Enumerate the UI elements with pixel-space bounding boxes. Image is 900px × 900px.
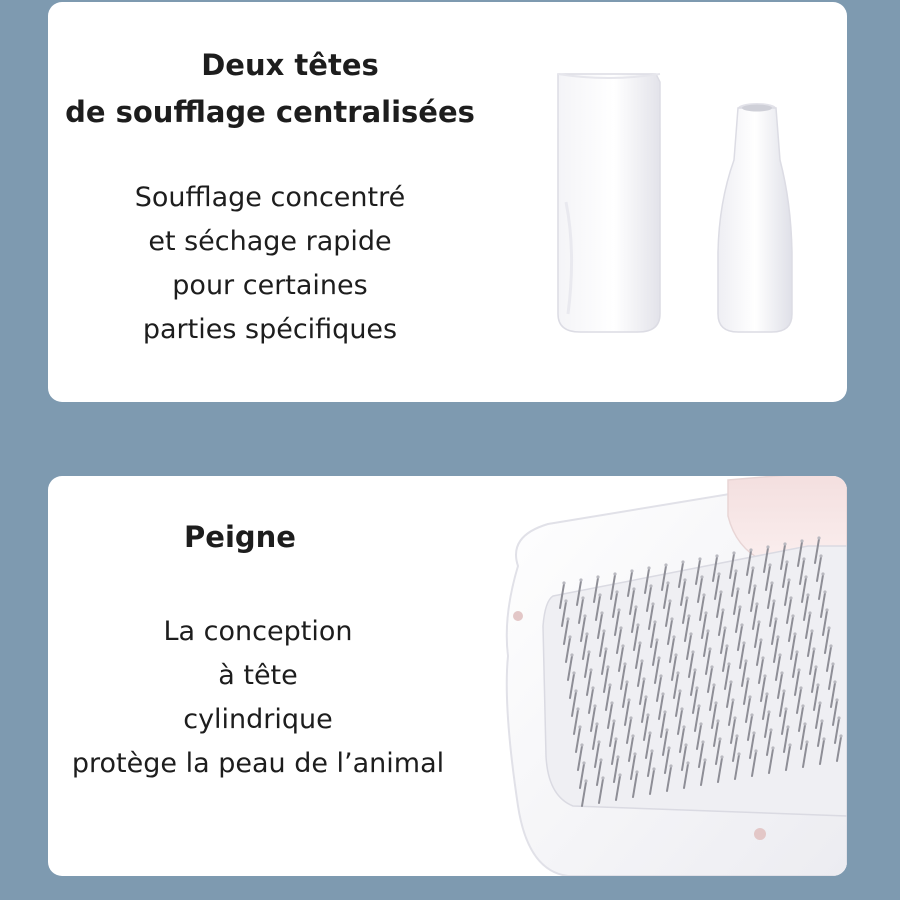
bristle-tip [804,575,807,578]
bristle-tip [799,686,802,689]
bristle-tip [695,686,698,689]
bristle-tip [689,632,692,635]
bristle-tip [742,641,745,644]
bristle-tip [593,704,596,707]
bristle-tip [704,611,707,614]
bristle-tip [618,773,621,776]
bristle-tip [697,704,700,707]
round-nozzle-icon [718,103,792,332]
bristle-tip [703,758,706,761]
bristle-tip [564,599,567,602]
bristle-tip [584,779,587,782]
bristle-tip [632,587,635,590]
bristle-tip [827,626,830,629]
bristle-tip [599,758,602,761]
bristle-tip [685,596,688,599]
bristle-tip [698,557,701,560]
bristle-tip [583,614,586,617]
bristle-tip [604,647,607,650]
bristle-tip [729,680,732,683]
bristle-tip [701,740,704,743]
bristle-tip [763,674,766,677]
bristle-tip [768,563,771,566]
bristle-tip [793,632,796,635]
nozzles-desc-line-4: parties spécifiques [142,314,398,345]
bristle-tip [627,698,630,701]
bristle-tip [661,692,664,695]
bristle-tip [633,752,636,755]
bristle-tip [665,728,668,731]
bristle-tip [598,593,601,596]
bristle-tip [767,710,770,713]
nozzles-description [48,176,492,352]
bristle-tip [562,581,565,584]
bristle-tip [629,716,632,719]
bristle-tip [693,668,696,671]
comb-description [48,610,468,786]
bristle-tip [634,605,637,608]
bristle-tip [725,644,728,647]
bristle-tip [819,554,822,557]
bristle-tip [766,545,769,548]
bristle-tip [608,683,611,686]
bristle-tip [591,686,594,689]
nozzles-desc-line-1: Soufflage concentré [134,182,406,213]
bristle-tip [776,635,779,638]
bristle-tip [822,737,825,740]
bristle-tip [630,569,633,572]
bristle-tip [617,608,620,611]
bristle-tip [576,707,579,710]
bristle-tip [706,629,709,632]
bristle-tip [752,731,755,734]
bristle-tip [653,620,656,623]
bristle-tip [684,743,687,746]
bristle-tip [816,683,819,686]
bristle-tip [580,743,583,746]
bristle-tip [606,665,609,668]
comb-desc-line-3: cylindrique [183,704,333,735]
nozzles-image [488,52,828,352]
bristle-tip [659,674,662,677]
bristle-tip [802,557,805,560]
bristle-tip [803,722,806,725]
bristle-tip [801,704,804,707]
comb-head-image [448,476,847,876]
bristle-tip [821,572,824,575]
nozzles-desc-line-3: pour certaines [172,270,368,301]
bristle-tip [788,743,791,746]
bristle-tip [736,587,739,590]
bristle-tip [587,650,590,653]
bristle-tip [621,644,624,647]
bristle-tip [753,584,756,587]
bristle-tip [714,701,717,704]
bristle-tip [596,575,599,578]
bristle-tip [782,689,785,692]
bristle-tip [748,695,751,698]
bristle-tip [683,578,686,581]
bristle-tip [715,554,718,557]
nozzles-title-line-2: de soufflage centralisées [65,95,475,129]
bristle-tip [771,746,774,749]
bristle-tip [820,719,823,722]
bristle-tip [810,629,813,632]
bristle-tip [650,749,653,752]
bristle-tip [669,764,672,767]
bristle-tip [751,566,754,569]
bristle-tip [642,677,645,680]
bristle-tip [682,725,685,728]
bristle-tip [667,746,670,749]
bristle-tip [812,647,815,650]
bristle-tip [727,662,730,665]
bristle-tip [570,653,573,656]
bristle-tip [674,653,677,656]
bristle-tip [568,635,571,638]
bristle-tip [670,617,673,620]
bristle-tip [731,698,734,701]
bristle-tip [578,725,581,728]
bristle-tip [716,719,719,722]
bristle-tip [640,659,643,662]
bristle-tip [818,701,821,704]
bristle-tip [566,617,569,620]
bristle-tip [772,599,775,602]
bristle-tip [770,581,773,584]
bristle-tip [808,611,811,614]
bristle-tip [631,734,634,737]
bristle-tip [744,659,747,662]
bristle-tip [719,590,722,593]
bristle-tip [738,605,741,608]
comb-desc-line-4: protège la peau de l’animal [71,748,445,779]
bristle-tip [778,653,781,656]
bristle-tip [613,572,616,575]
bristle-tip [817,536,820,539]
bristle-tip [814,665,817,668]
bristle-tip [600,611,603,614]
bristle-tip [686,761,689,764]
nozzles-title-line-1: Deux têtes [201,48,379,82]
bristle-tip [759,638,762,641]
bristle-tip [732,551,735,554]
bristle-tip [700,575,703,578]
bristle-tip [785,560,788,563]
bristle-tip [723,626,726,629]
bristle-tip [805,740,808,743]
bristle-tip [699,722,702,725]
bristle-tip [837,716,840,719]
comb-desc-line-1: La conception [163,616,353,647]
bristle-tip [749,548,752,551]
bristle-tip [746,677,749,680]
bristle-tip [755,602,758,605]
bristle-tip [823,590,826,593]
bristle-tip [647,566,650,569]
bristle-tip [774,617,777,620]
bristle-tip [789,596,792,599]
comb-title-line-1: Peigne [184,520,296,554]
bristle-tip [708,647,711,650]
bristle-tip [835,698,838,701]
bristle-tip [769,728,772,731]
bristle-tip [676,671,679,674]
bristle-tip [737,752,740,755]
bristle-tip [797,668,800,671]
bristle-tip [655,638,658,641]
bristle-tip [721,608,724,611]
bristle-tip [765,692,768,695]
bristle-tip [652,767,655,770]
bristle-tip [601,776,604,779]
bristle-tip [585,632,588,635]
comb-desc-line-2: à tête [218,660,298,691]
bristle-tip [589,668,592,671]
bristle-tip [795,650,798,653]
bristle-tip [735,734,738,737]
bristle-tip [663,710,666,713]
bristle-tip [574,689,577,692]
bristle-tip [582,761,585,764]
bristle-tip [702,593,705,596]
bristle-tip [646,713,649,716]
bristle-tip [651,602,654,605]
bristle-tip [616,755,619,758]
bristle-tip [610,701,613,704]
bristle-tip [668,599,671,602]
bristle-tip [791,614,794,617]
bristle-tip [666,581,669,584]
wide-nozzle-icon [558,74,660,332]
comb-card [48,476,847,876]
bristle-tip [649,584,652,587]
bristle-tip [595,722,598,725]
bristle-tip [680,707,683,710]
bristle-tip [740,623,743,626]
bristle-tip [825,608,828,611]
bristle-tip [681,560,684,563]
bristle-tip [572,671,575,674]
bristle-tip [635,770,638,773]
bristle-tip [612,719,615,722]
bristle-tip [687,614,690,617]
bristle-tip [619,626,622,629]
bristle-tip [718,737,721,740]
bristle-tip [615,590,618,593]
nozzles-title [48,42,492,136]
bristle-tip [623,662,626,665]
bristle-tip [717,572,720,575]
bristle-tip [786,725,789,728]
bristle-tip [581,596,584,599]
bristle-tip [780,671,783,674]
bristle-tip [614,737,617,740]
bristle-tip [648,731,651,734]
bristle-tip [678,689,681,692]
comb-title [48,514,432,561]
bristle-tip [787,578,790,581]
bristle-tip [784,707,787,710]
bristle-tip [754,749,757,752]
bristle-tip [712,683,715,686]
bristle-tip [833,680,836,683]
bristle-tip [733,716,736,719]
bristle-tip [761,656,764,659]
bristle-tip [806,593,809,596]
bristle-tip [750,713,753,716]
bristle-tip [720,755,723,758]
bristle-tip [657,656,660,659]
bristle-tip [734,569,737,572]
bristle-tip [691,650,694,653]
bristle-tip [672,635,675,638]
bristle-tip [579,578,582,581]
bristle-tip [602,629,605,632]
bristle-tip [625,680,628,683]
bristle-tip [710,665,713,668]
bristle-tip [636,623,639,626]
bristle-tip [831,662,834,665]
bristle-tip [644,695,647,698]
nozzles-card [48,2,847,402]
bristle-tip [800,539,803,542]
bristle-tip [829,644,832,647]
bristle-tip [783,542,786,545]
nozzles-desc-line-2: et séchage rapide [148,226,392,257]
bristle-tip [757,620,760,623]
bristle-tip [839,734,842,737]
bristle-tip [597,740,600,743]
bristle-tip [664,563,667,566]
comb-icon [507,476,847,876]
bristle-tip [638,641,641,644]
